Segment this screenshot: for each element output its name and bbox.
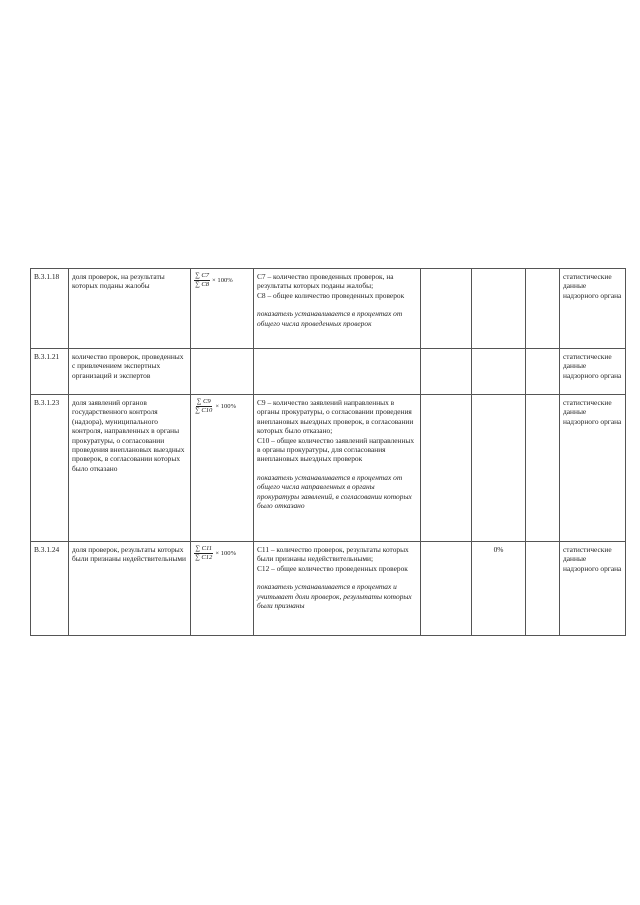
indicator-code: В.3.1.24: [31, 542, 69, 636]
empty-cell: [526, 269, 560, 349]
formula-multiplier: × 100%: [215, 549, 237, 557]
indicator-description: [254, 542, 421, 636]
indicator-description: [254, 269, 421, 349]
formula-denominator: ∑ С10: [195, 407, 213, 414]
formula-numerator: ∑ С11: [195, 545, 213, 552]
formula-numerator: ∑ С7: [195, 272, 210, 279]
empty-cell: [526, 349, 560, 395]
description-line: С7 – количество проведенных проверок, на результаты которых поданы жалобы;: [257, 272, 394, 291]
description-line: С8 – общее количество проведенных проверок: [257, 290, 405, 300]
table-row: [31, 395, 626, 542]
indicator-code: В.3.1.21: [31, 349, 69, 395]
description-line: С9 – количество заявлений направленных в органы прокуратуры, о согласовании проведения внеплановых выездных проверок, в согласовании которых было отказано;: [257, 398, 414, 436]
indicator-value: 0%: [472, 542, 526, 636]
indicator-value: [472, 269, 526, 349]
indicator-value: [472, 395, 526, 542]
description-line: С12 – общее количество проведенных проверок: [257, 563, 408, 573]
description-note: показатель устанавливается в процентах и учитывает доли проверок, результаты которых были признаны: [257, 582, 412, 611]
empty-cell: [421, 395, 472, 542]
indicator-formula: [191, 349, 254, 395]
indicator-source: статистические данные надзорного органа: [560, 542, 626, 636]
formula-denominator: ∑ С8: [195, 281, 210, 288]
indicator-source: статистические данные надзорного органа: [560, 349, 626, 395]
indicator-formula: [191, 269, 254, 349]
table-row: [31, 349, 626, 395]
formula-denominator: ∑ С12: [195, 554, 213, 561]
indicator-formula: [191, 395, 254, 542]
empty-cell: [526, 542, 560, 636]
formula-multiplier: × 100%: [215, 402, 237, 410]
indicator-name: количество проверок, проведенных с привлечением экспертных организаций и экспертов: [69, 349, 191, 395]
description-line: С10 – общее количество заявлений направленных в органы прокуратуры, для согласования внеплановых выездных проверок: [257, 435, 415, 464]
empty-cell: [421, 542, 472, 636]
indicator-name: доля заявлений органов государственного контроля (надзора), муниципального контроля, направленных в органы прокуратуры, о согласовании проведения внеплановых выездных проверок, в согласовании которых было отказано: [69, 395, 191, 542]
formula-numerator: ∑ С9: [196, 398, 211, 405]
indicator-source: статистические данные надзорного органа: [560, 269, 626, 349]
indicator-formula: [191, 542, 254, 636]
indicators-table: [30, 268, 626, 636]
indicator-value: [472, 349, 526, 395]
indicator-description: [254, 349, 421, 395]
table-row: [31, 542, 626, 636]
indicator-source: статистические данные надзорного органа: [560, 395, 626, 542]
indicator-code: В.3.1.18: [31, 269, 69, 349]
indicator-code: В.3.1.23: [31, 395, 69, 542]
description-note: показатель устанавливается в процентах от общего числа направленных в органы прокуратуры заявлений, в согласовании которых было отказано: [257, 472, 412, 511]
indicator-name: доля проверок, на результаты которых поданы жалобы: [69, 269, 191, 349]
empty-cell: [526, 395, 560, 542]
description-note: показатель устанавливается в процентах от общего числа проведенных проверок: [257, 309, 403, 328]
description-line: С11 – количество проверок, результаты которых были признаны недействительными;: [257, 545, 409, 564]
formula-multiplier: × 100%: [212, 276, 233, 284]
empty-cell: [421, 349, 472, 395]
table-row: [31, 269, 626, 349]
empty-cell: [421, 269, 472, 349]
indicator-description: [254, 395, 421, 542]
indicator-name: доля проверок, результаты которых были признаны недействительными: [69, 542, 191, 636]
